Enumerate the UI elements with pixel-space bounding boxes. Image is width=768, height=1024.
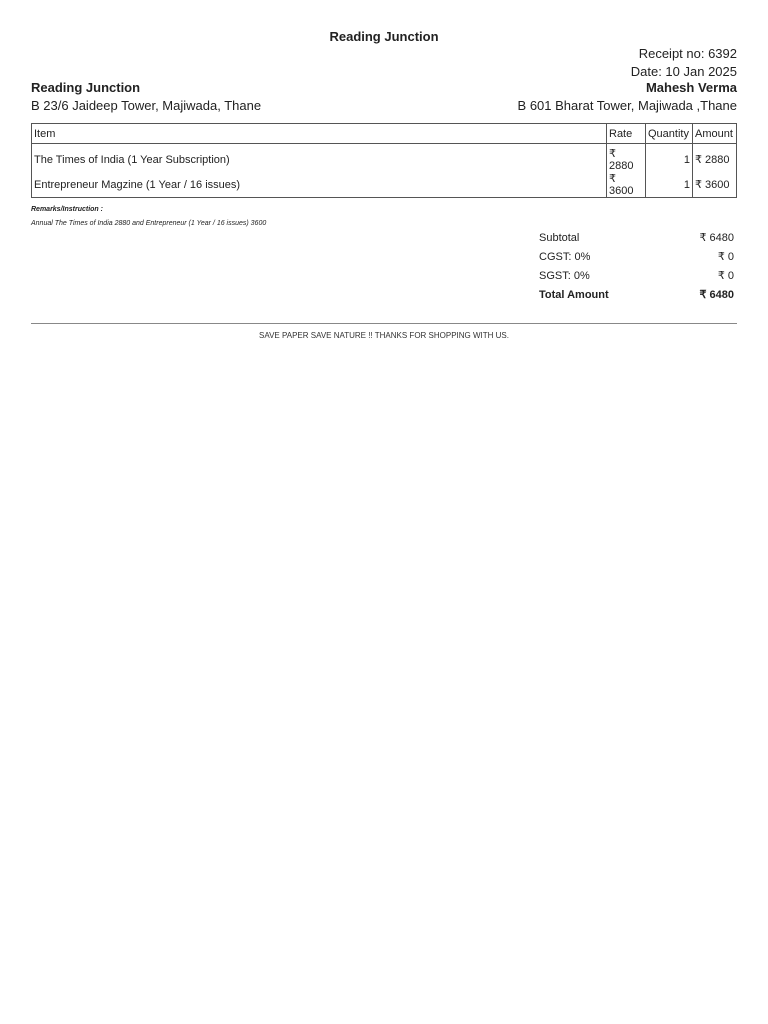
cgst-value: ₹ 0 bbox=[717, 251, 734, 263]
subtotal-value: ₹ 6480 bbox=[699, 232, 734, 244]
items-table bbox=[31, 123, 737, 198]
cell-item: Entrepreneur Magzine (1 Year / 16 issues) bbox=[32, 172, 607, 198]
receipt-number: Receipt no: 6392 bbox=[638, 46, 737, 61]
seller-address: B 23/6 Jaideep Tower, Majiwada, Thane bbox=[31, 98, 262, 113]
table-row bbox=[32, 172, 737, 198]
column-header-amount: Amount bbox=[693, 124, 737, 144]
subtotal-label: Subtotal bbox=[539, 232, 580, 244]
receipt-date: Date: 10 Jan 2025 bbox=[630, 64, 737, 79]
sgst-value: ₹ 0 bbox=[717, 270, 734, 282]
cgst-row bbox=[539, 249, 734, 268]
total-value: ₹ 6480 bbox=[699, 289, 734, 301]
cell-amount: ₹ 3600 bbox=[693, 172, 737, 198]
table-header-row bbox=[32, 124, 737, 144]
cell-quantity: 1 bbox=[646, 144, 693, 173]
sgst-row bbox=[539, 268, 734, 287]
cell-rate: ₹ 3600 bbox=[607, 172, 646, 198]
cgst-label: CGST: 0% bbox=[539, 251, 591, 263]
column-header-item: Item bbox=[32, 124, 607, 144]
column-header-quantity: Quantity bbox=[646, 124, 693, 144]
footer-message: SAVE PAPER SAVE NATURE !! THANKS FOR SHOPPING WITH US. bbox=[259, 331, 509, 340]
buyer-name: Mahesh Verma bbox=[645, 80, 737, 95]
cell-amount: ₹ 2880 bbox=[693, 144, 737, 173]
remarks-text: Annual The Times of India 2880 and Entrepreneur (1 Year / 16 issues) 3600 bbox=[31, 220, 267, 227]
cell-rate: ₹ 2880 bbox=[607, 144, 646, 173]
footer-divider bbox=[31, 323, 737, 324]
subtotal-row bbox=[539, 230, 734, 249]
sgst-label: SGST: 0% bbox=[539, 270, 590, 282]
remarks-label: Remarks/Instruction : bbox=[31, 206, 103, 213]
total-row bbox=[539, 287, 734, 306]
table-row bbox=[32, 144, 737, 173]
totals-block bbox=[539, 230, 734, 306]
receipt-title: Reading Junction bbox=[329, 29, 439, 44]
buyer-address: B 601 Bharat Tower, Majiwada ,Thane bbox=[517, 98, 737, 113]
cell-quantity: 1 bbox=[646, 172, 693, 198]
seller-name: Reading Junction bbox=[31, 80, 141, 95]
total-label: Total Amount bbox=[539, 289, 609, 301]
column-header-rate: Rate bbox=[607, 124, 646, 144]
cell-item: The Times of India (1 Year Subscription) bbox=[32, 144, 607, 173]
